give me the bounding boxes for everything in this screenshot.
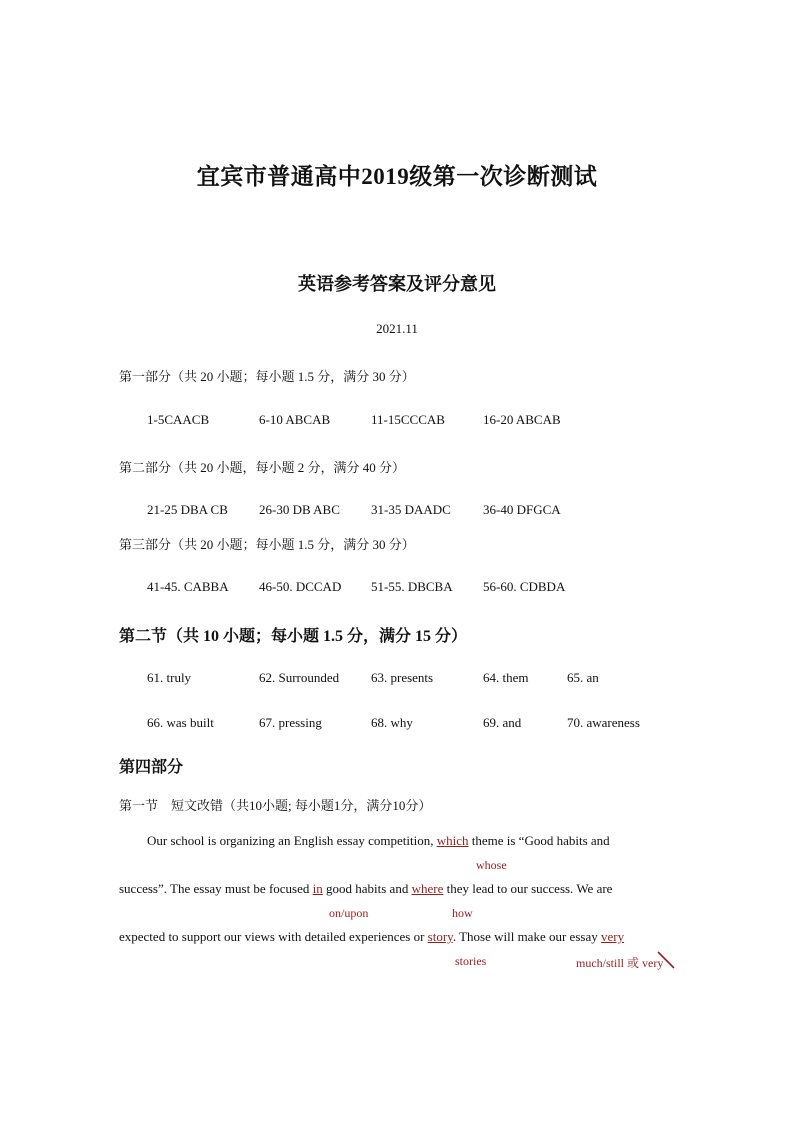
section2-heading: 第二节（共 10 小题；每小题 1.5 分，满分 15 分） (119, 628, 468, 645)
error-which: which (436, 833, 469, 848)
essay-line-1-text-a: Our school is organizing an English essay competition, (147, 833, 437, 848)
section2-answer-67: 67. pressing (259, 715, 322, 730)
part2-heading: 第二部分（共 20 小题，每小题 2 分，满分 40 分） (119, 460, 406, 475)
essay-line-3-text-b: . Those will make our essay (452, 929, 601, 944)
part1-heading: 第一部分（共 20 小题；每小题 1.5 分，满分 30 分） (119, 369, 415, 384)
part2-answer-4: 36-40 DFGCA (483, 502, 561, 517)
part3-heading: 第三部分（共 20 小题；每小题 1.5 分，满分 30 分） (119, 537, 415, 552)
error-story: story (427, 929, 453, 944)
document-subtitle: 英语参考答案及评分意见 (298, 274, 496, 294)
part1-answer-3: 11-15CCCAB (371, 412, 445, 427)
part3-answer-2: 46-50. DCCAD (259, 579, 342, 594)
error-very: very (600, 929, 625, 944)
document-date: 2021.11 (376, 321, 418, 336)
document-title: 宜宾市普通高中2019级第一次诊断测试 (196, 164, 598, 189)
part2-answer-3: 31-35 DAADC (371, 502, 451, 517)
part1-answer-1: 1-5CAACB (147, 412, 210, 427)
correction-how: how (452, 906, 473, 920)
essay-line-2 (119, 881, 612, 897)
section2-answer-68: 68. why (371, 715, 413, 730)
correction-on-upon: on/upon (329, 906, 369, 920)
correction-much-still: much/still 或 very (576, 956, 664, 970)
part2-answer-2: 26-30 DB ABC (259, 502, 340, 517)
essay-line-3 (119, 929, 624, 945)
part3-answer-4: 56-60. CDBDA (483, 579, 566, 594)
part2-answer-1: 21-25 DBA CB (147, 502, 228, 517)
essay-line-2-text-a: success”. The essay must be focused (119, 881, 313, 896)
error-in: in (312, 881, 323, 896)
deletion-mark-icon (656, 950, 676, 970)
section2-answer-66: 66. was built (147, 715, 214, 730)
essay-line-2-text-b: good habits and (322, 881, 412, 896)
essay-line-3-text-a: expected to support our views with detailed experiences or (119, 929, 428, 944)
part3-answer-3: 51-55. DBCBA (371, 579, 453, 594)
error-where: where (411, 881, 444, 896)
part3-answer-1: 41-45. CABBA (147, 579, 229, 594)
section2-answer-65: 65. an (567, 670, 599, 685)
section2-answer-63: 63. presents (371, 670, 434, 685)
correction-whose: whose (476, 858, 507, 872)
part4-heading: 第四部分 (119, 759, 184, 776)
part1-answer-4: 16-20 ABCAB (483, 412, 561, 427)
section2-answer-64: 64. them (483, 670, 529, 685)
section2-answer-62: 62. Surrounded (259, 670, 340, 685)
part4-sub-heading: 第一节 短文改错（共10小题; 每小题1分，满分10分） (119, 798, 432, 813)
section2-answer-61: 61. truly (147, 670, 192, 685)
correction-stories: stories (455, 954, 487, 968)
section2-answer-70: 70. awareness (567, 715, 640, 730)
essay-line-1 (147, 833, 610, 849)
section2-answer-69: 69. and (483, 715, 522, 730)
essay-line-1-text-b: theme is “Good habits and (468, 833, 610, 848)
part1-answer-2: 6-10 ABCAB (259, 412, 331, 427)
essay-line-2-text-c: they lead to our success. We are (443, 881, 613, 896)
